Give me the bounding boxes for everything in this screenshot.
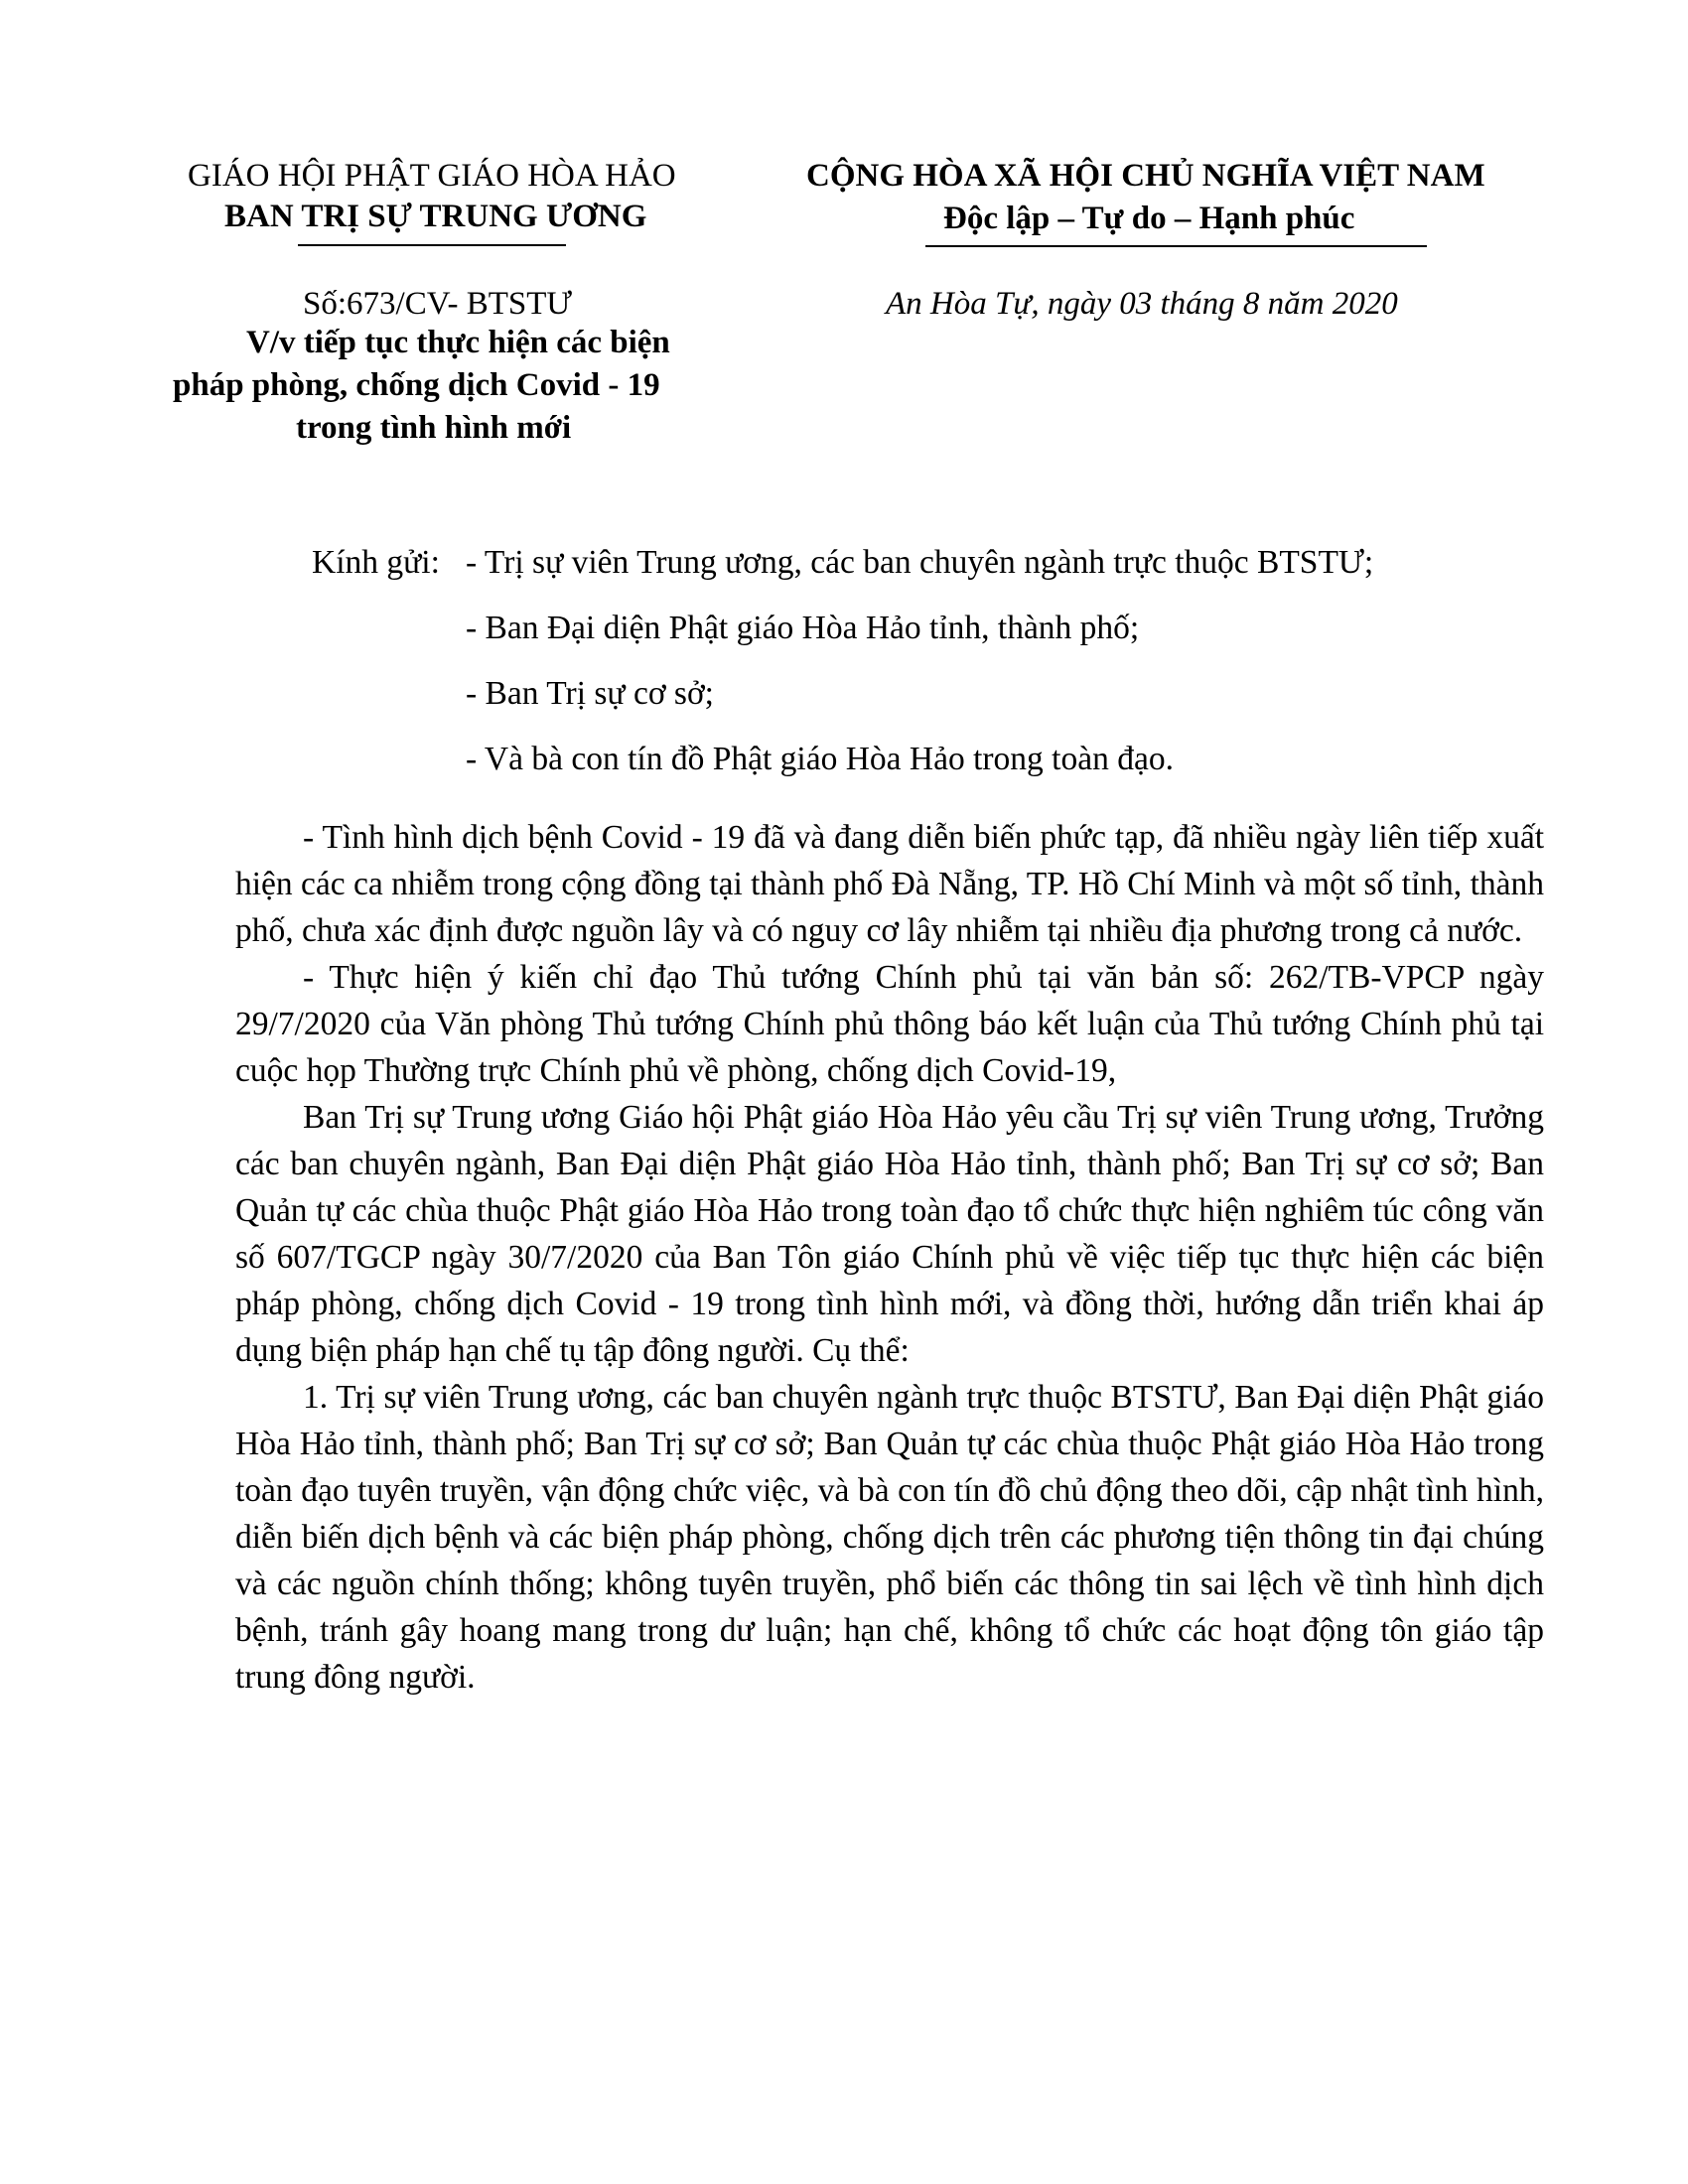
org-department: BAN TRỊ SỰ TRUNG ƯƠNG	[224, 199, 647, 234]
body-text	[235, 814, 1544, 1701]
document-number: Số:673/CV- BTSTƯ	[303, 286, 573, 322]
org-underline	[298, 244, 566, 246]
place-date: An Hòa Tự, ngày 03 tháng 8 năm 2020	[886, 286, 1398, 322]
subject-line-3: trong tình hình mới	[296, 410, 572, 446]
motto-underline	[925, 245, 1427, 247]
recipient-item: - Ban Trị sự cơ sở;	[466, 675, 714, 712]
recipient-item: - Ban Đại diện Phật giáo Hòa Hảo tỉnh, thành phố;	[466, 610, 1140, 646]
recipient-item: - Và bà con tín đồ Phật giáo Hòa Hảo trong toàn đạo.	[466, 741, 1174, 777]
recipients-label: Kính gửi:	[312, 544, 440, 581]
body-paragraph: - Tình hình dịch bệnh Covid - 19 đã và đang diễn biến phức tạp, đã nhiều ngày liên tiếp xuất hiện các ca nhiễm trong cộng đồng tại thành phố Đà Nẵng, TP. Hồ Chí Minh và một số tỉnh, thành phố, chưa xác định được nguồn lây và có nguy cơ lây nhiễm tại nhiều địa phương trong cả nước.	[235, 819, 1544, 949]
subject-line-2: pháp phòng, chống dịch Covid - 19	[173, 367, 660, 403]
subject-line-1: V/v tiếp tục thực hiện các biện	[246, 325, 670, 360]
nation-motto: Độc lập – Tự do – Hạnh phúc	[943, 201, 1355, 236]
nation-title: CỘNG HÒA XÃ HỘI CHỦ NGHĨA VIỆT NAM	[806, 158, 1485, 194]
body-paragraph: Ban Trị sự Trung ương Giáo hội Phật giáo Hòa Hảo yêu cầu Trị sự viên Trung ương, Trưởng các ban chuyên ngành, Ban Đại diện Phật giáo Hòa Hảo tỉnh, thành phố; Ban Trị sự cơ sở; Ban Quản tự các chùa thuộc Phật giáo Hòa Hảo trong toàn đạo tổ chức thực hiện nghiêm túc công văn số 607/TGCP ngày 30/7/2020 của Ban Tôn giáo Chính phủ về việc tiếp tục thực hiện các biện pháp phòng, chống dịch Covid - 19 trong tình hình mới, và đồng thời, hướng dẫn triển khai áp dụng biện pháp hạn chế tụ tập đông người. Cụ thể:	[235, 1099, 1544, 1369]
org-name: GIÁO HỘI PHẬT GIÁO HÒA HẢO	[188, 158, 676, 194]
recipient-item: - Trị sự viên Trung ương, các ban chuyên ngành trực thuộc BTSTƯ;	[466, 544, 1374, 581]
body-paragraph: - Thực hiện ý kiến chỉ đạo Thủ tướng Chính phủ tại văn bản số: 262/TB-VPCP ngày 29/7/2020 của Văn phòng Thủ tướng Chính phủ thông báo kết luận của Thủ tướng Chính phủ tại cuộc họp Thường trực Chính phủ về phòng, chống dịch Covid-19,	[235, 959, 1544, 1089]
body-paragraph: 1. Trị sự viên Trung ương, các ban chuyên ngành trực thuộc BTSTƯ, Ban Đại diện Phật giáo Hòa Hảo tỉnh, thành phố; Ban Trị sự cơ sở; Ban Quản tự các chùa thuộc Phật giáo Hòa Hảo trong toàn đạo tuyên truyền, vận động chức việc, và bà con tín đồ chủ động theo dõi, cập nhật tình hình, diễn biến dịch bệnh và các biện pháp phòng, chống dịch trên các phương tiện thông tin đại chúng và các nguồn chính thống; không tuyên truyền, phổ biến các thông tin sai lệch về tình hình dịch bệnh, tránh gây hoang mang trong dư luận; hạn chế, không tổ chức các hoạt động tôn giáo tập trung đông người.	[235, 1379, 1544, 1696]
